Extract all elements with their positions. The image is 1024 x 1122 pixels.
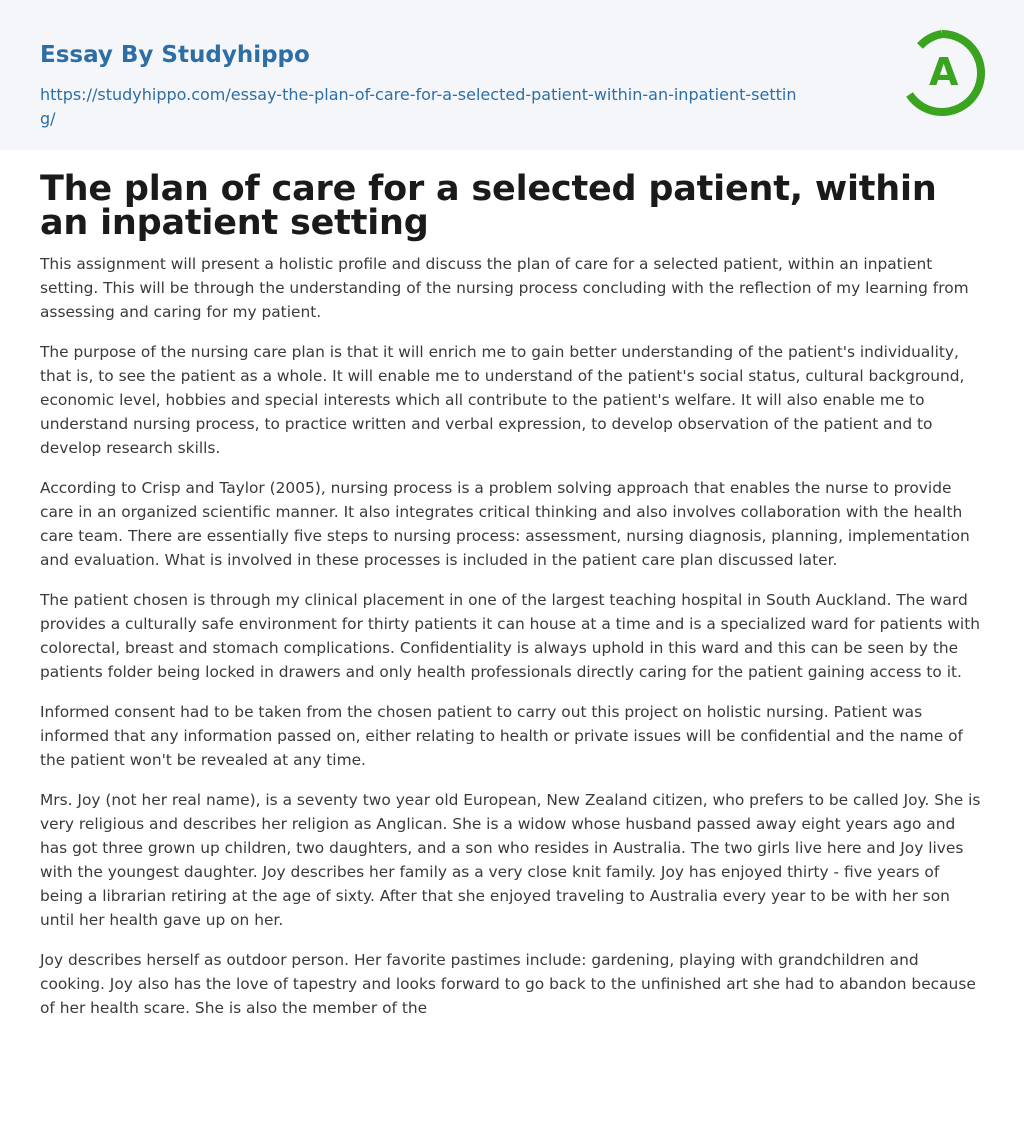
logo-letter: A	[929, 50, 959, 94]
essay-paragraph-6: Mrs. Joy (not her real name), is a seventy two year old European, New Zealand citizen, who prefers to be called Joy. She is very religious and describes her religion as Anglican. She is a widow whose husband passed away eight years ago and has got three grown up children, two daughters, and a son who resides in Australia. The two girls live here and Joy lives with the youngest daughter. Joy describes her family as a very close knit family. Joy has enjoyed thirty - five years of being a librarian retiring at the age of sixty. After that she enjoyed traveling to Australia every year to be with her son until her health gave up on her.	[40, 791, 981, 929]
essay-paragraph-3: According to Crisp and Taylor (2005), nursing process is a problem solving approach that enables the nurse to provide care in an organized scientific manner. It also integrates critical thinking and also involves collaboration with the health care team. There are essentially five steps to nursing process: assessment, nursing diagnosis, planning, implementation and evaluation. What is involved in these processes is included in the patient care plan discussed later.	[40, 479, 970, 569]
essay-body	[0, 169, 1024, 1020]
studyhippo-logo-icon[interactable]	[899, 30, 985, 116]
essay-url-link[interactable]: https://studyhippo.com/essay-the-plan-of-care-for-a-selected-patient-within-an-inpatient-setting/	[40, 85, 797, 128]
essay-paragraph-5: Informed consent had to be taken from the chosen patient to carry out this project on holistic nursing. Patient was informed that any information passed on, either relating to health or private issues will be confidential and the name of the patient won't be revealed at any time.	[40, 703, 963, 769]
essay-paragraph-2: The purpose of the nursing care plan is that it will enrich me to gain better understanding of the patient's individuality, that is, to see the patient as a whole. It will enable me to understand of the patient's social status, cultural background, economic level, hobbies and special interests which all contribute to the patient's welfare. It will also enable me to understand nursing process, to practice written and verbal expression, to develop observation of the patient and to develop research skills.	[40, 343, 965, 457]
essay-paragraph-7: Joy describes herself as outdoor person. Her favorite pastimes include: gardening, playing with grandchildren and cooking. Joy also has the love of tapestry and looks forward to go back to the unfinished art she had to abandon because of her health scare. She is also the member of the	[40, 951, 976, 1017]
essay-paragraph-1: This assignment will present a holistic profile and discuss the plan of care for a selected patient, within an inpatient setting. This will be through the understanding of the nursing process concluding with the reflection of my learning from assessing and caring for my patient.	[40, 255, 969, 321]
essay-paragraph-4: The patient chosen is through my clinical placement in one of the largest teaching hospital in South Auckland. The ward provides a culturally safe environment for thirty patients it can house at a time and is a specialized ward for patients with colorectal, breast and stomach complications. Confidentiality is always uphold in this ward and this can be seen by the patients folder being locked in drawers and only health professionals directly caring for the patient gaining access to it.	[40, 591, 980, 681]
brand-title: Essay By Studyhippo	[40, 42, 310, 68]
essay-title: The plan of care for a selected patient, within an inpatient setting	[40, 169, 937, 243]
page-header	[0, 0, 1024, 150]
